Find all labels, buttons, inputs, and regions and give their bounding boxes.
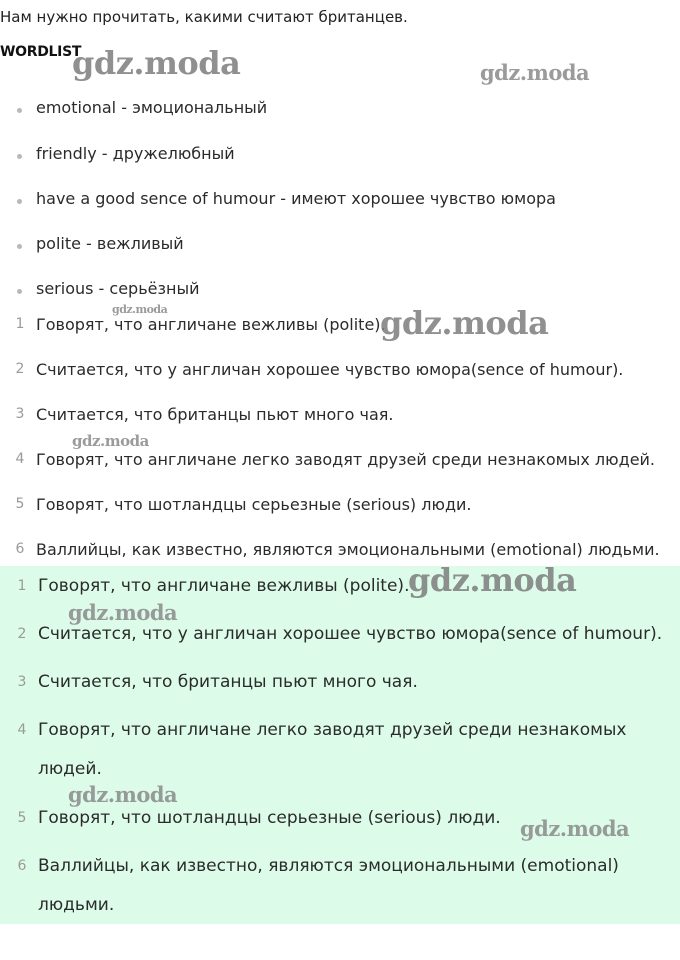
watermark-logo: gdz.moda [408,561,577,599]
answer-line: Считается, что британцы пьют много чая. [38,672,418,692]
bullet-icon [17,244,22,249]
bullet-icon [17,199,22,204]
watermark-logo: gdz.moda [68,782,178,807]
bullet-icon [17,154,22,159]
watermark-logo: gdz.moda [72,44,241,82]
watermark-logo: gdz.moda [112,303,168,316]
intro-text: Нам нужно прочитать, какими считают британцев. [0,8,408,26]
watermark-logo: gdz.moda [480,60,590,85]
bullet-icon [17,289,22,294]
watermark-logo: gdz.moda [72,432,149,450]
answer-line: Говорят, что шотландцы серьезные (serious) люди. [38,808,501,828]
answer-line: Валлийцы, как известно, являются эмоциональными (emotional) людьми. [38,856,619,915]
answer-line: Говорят, что англичане вежливы (polite). [38,576,410,596]
answer-line: Считается, что у англичан хорошее чувство юмора(sence of humour). [38,624,663,644]
watermark-logo: gdz.moda [380,304,549,342]
answer-box: 1 Говорят, что англичане вежливы (polite). 2 Считается, что у англичан хорошее чувство юмора(sence of humour). 3 Считается, что британцы пьют много чая. 4 Говорят, что англичане легко заводят друзей среди незнакомых людей. 5 Говорят, что шотландцы серьезные (serious) люди. 6 Валлийцы, как известно, являются эмоциональными (emotional) людьми. [0,566,680,924]
watermark-logo: gdz.moda [68,600,178,625]
watermark-logo: gdz.moda [520,816,630,841]
answer-line: Говорят, что англичане легко заводят друзей среди незнакомых людей. [38,720,627,779]
wordlist-heading: WORDLIST [0,44,82,60]
bullet-icon [17,108,22,113]
